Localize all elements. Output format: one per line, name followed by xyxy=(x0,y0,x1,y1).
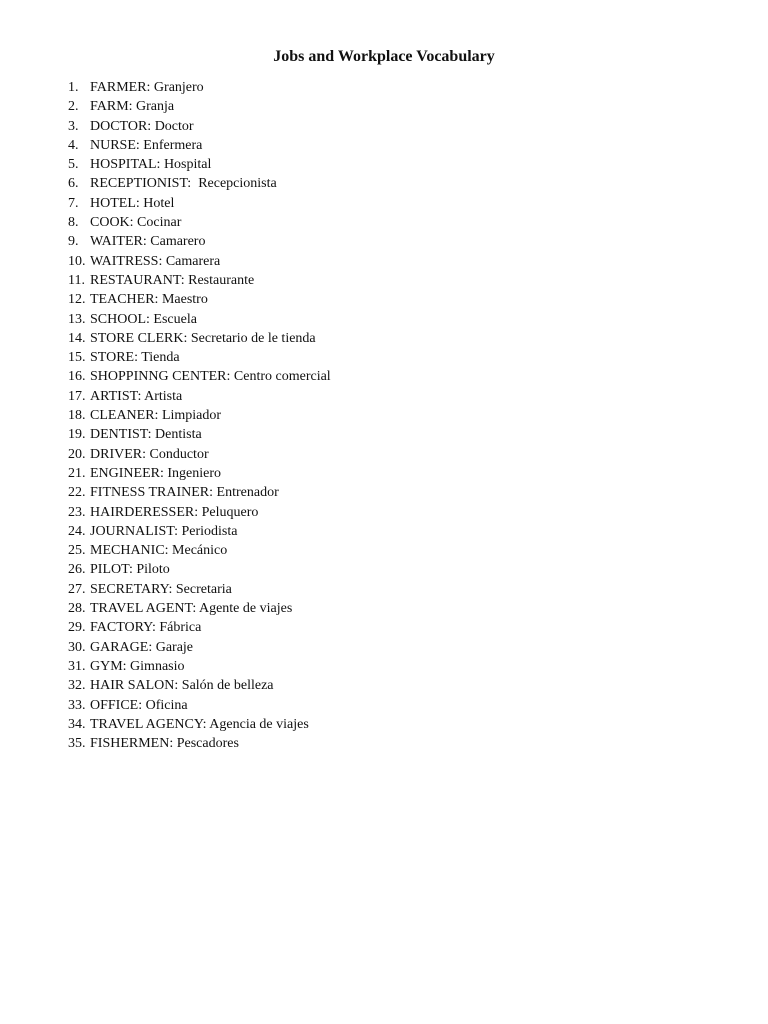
list-item xyxy=(68,464,718,483)
list-item-text: DENTIST: Dentista xyxy=(90,427,202,443)
list-item-number: 2. xyxy=(68,99,79,115)
list-item-number: 17. xyxy=(68,388,86,404)
list-item-text: CLEANER: Limpiador xyxy=(90,408,222,424)
list-item-number: 8. xyxy=(68,215,79,231)
list-item-number: 30. xyxy=(68,639,86,655)
list-item xyxy=(68,734,718,753)
list-item-number: 25. xyxy=(68,543,86,559)
list-item-text: STORE: Tienda xyxy=(90,350,180,366)
list-item xyxy=(68,445,718,464)
list-item-number: 28. xyxy=(68,601,86,617)
list-item-number: 27. xyxy=(68,581,86,597)
list-item-text: RECEPTIONIST: Recepcionista xyxy=(90,176,277,192)
list-item-number: 6. xyxy=(68,176,79,192)
list-item-number: 4. xyxy=(68,137,79,153)
list-item-number: 18. xyxy=(68,408,86,424)
list-item xyxy=(68,406,718,425)
list-item xyxy=(68,560,718,579)
vocabulary-list xyxy=(68,78,718,753)
list-item xyxy=(68,78,718,97)
list-item-number: 22. xyxy=(68,485,86,501)
list-item-text: TRAVEL AGENCY: Agencia de viajes xyxy=(90,716,309,732)
list-item-text: WAITRESS: Camarera xyxy=(90,253,221,269)
list-item-text: MECHANIC: Mecánico xyxy=(90,543,228,559)
list-item xyxy=(68,310,718,329)
list-item-text: HOTEL: Hotel xyxy=(90,195,175,211)
list-item xyxy=(68,503,718,522)
list-item-text: TRAVEL AGENT: Agente de viajes xyxy=(90,601,293,617)
list-item xyxy=(68,348,718,367)
list-item-number: 23. xyxy=(68,504,86,520)
list-item-text: FARM: Granja xyxy=(90,99,175,115)
list-item xyxy=(68,155,718,174)
list-item-text: HAIR SALON: Salón de belleza xyxy=(90,678,274,694)
list-item-number: 35. xyxy=(68,736,86,752)
list-item-number: 21. xyxy=(68,465,86,481)
list-item-number: 13. xyxy=(68,311,86,327)
list-item xyxy=(68,618,718,637)
list-item-number: 5. xyxy=(68,157,79,173)
list-item-number: 7. xyxy=(68,195,79,211)
list-item-number: 1. xyxy=(68,80,79,95)
list-item-text: NURSE: Enfermera xyxy=(90,137,203,153)
list-item-text: SCHOOL: Escuela xyxy=(90,311,197,327)
list-item-text: FARMER: Granjero xyxy=(90,80,204,95)
list-item-number: 14. xyxy=(68,330,86,346)
list-item-text: FITNESS TRAINER: Entrenador xyxy=(90,485,279,501)
list-item-number: 11. xyxy=(68,272,85,288)
list-item-number: 20. xyxy=(68,446,86,462)
list-item-text: SHOPPINNG CENTER: Centro comercial xyxy=(90,369,331,385)
list-item xyxy=(68,174,718,193)
list-item-text: FACTORY: Fábrica xyxy=(90,620,202,636)
list-item-text: COOK: Cocinar xyxy=(90,215,182,231)
list-item xyxy=(68,541,718,560)
list-item-number: 12. xyxy=(68,292,86,308)
list-item-number: 32. xyxy=(68,678,86,694)
list-item-text: JOURNALIST: Periodista xyxy=(90,523,238,539)
list-item xyxy=(68,252,718,271)
list-item xyxy=(68,329,718,348)
list-item xyxy=(68,213,718,232)
list-item-text: HAIRDERESSER: Peluquero xyxy=(90,504,259,520)
list-item xyxy=(68,638,718,657)
list-item xyxy=(68,425,718,444)
list-item-number: 16. xyxy=(68,369,86,385)
list-item xyxy=(68,367,718,386)
list-item xyxy=(68,232,718,251)
list-item xyxy=(68,696,718,715)
list-item-text: ARTIST: Artista xyxy=(90,388,183,404)
list-item-text: DRIVER: Conductor xyxy=(90,446,209,462)
list-item-text: STORE CLERK: Secretario de le tienda xyxy=(90,330,316,346)
list-item xyxy=(68,676,718,695)
list-item xyxy=(68,194,718,213)
list-item-text: WAITER: Camarero xyxy=(90,234,206,250)
list-item xyxy=(68,599,718,618)
list-item-text: PILOT: Piloto xyxy=(90,562,170,578)
list-item-number: 15. xyxy=(68,350,86,366)
list-item-text: DOCTOR: Doctor xyxy=(90,118,194,134)
list-item-text: SECRETARY: Secretaria xyxy=(90,581,232,597)
list-item xyxy=(68,522,718,541)
list-item-number: 19. xyxy=(68,427,86,443)
list-item xyxy=(68,580,718,599)
list-item-number: 24. xyxy=(68,523,86,539)
list-item-number: 10. xyxy=(68,253,86,269)
list-item xyxy=(68,97,718,116)
list-item-number: 34. xyxy=(68,716,86,732)
list-item xyxy=(68,715,718,734)
list-item-text: FISHERMEN: Pescadores xyxy=(90,736,239,752)
list-item xyxy=(68,117,718,136)
list-item-number: 29. xyxy=(68,620,86,636)
list-item-text: HOSPITAL: Hospital xyxy=(90,157,212,173)
list-item-number: 31. xyxy=(68,658,86,674)
list-item xyxy=(68,290,718,309)
list-item-number: 9. xyxy=(68,234,79,250)
list-item xyxy=(68,657,718,676)
list-item-text: RESTAURANT: Restaurante xyxy=(90,272,255,288)
list-item-number: 26. xyxy=(68,562,86,578)
list-item-text: OFFICE: Oficina xyxy=(90,697,188,713)
list-item-text: TEACHER: Maestro xyxy=(90,292,208,308)
list-item xyxy=(68,387,718,406)
list-item xyxy=(68,271,718,290)
list-item-text: ENGINEER: Ingeniero xyxy=(90,465,222,481)
list-item xyxy=(68,483,718,502)
list-item-number: 33. xyxy=(68,697,86,713)
list-item-text: GARAGE: Garaje xyxy=(90,639,194,655)
list-item-number: 3. xyxy=(68,118,79,134)
list-item-text: GYM: Gimnasio xyxy=(90,658,185,674)
list-item xyxy=(68,136,718,155)
page-title: Jobs and Workplace Vocabulary xyxy=(273,48,495,65)
